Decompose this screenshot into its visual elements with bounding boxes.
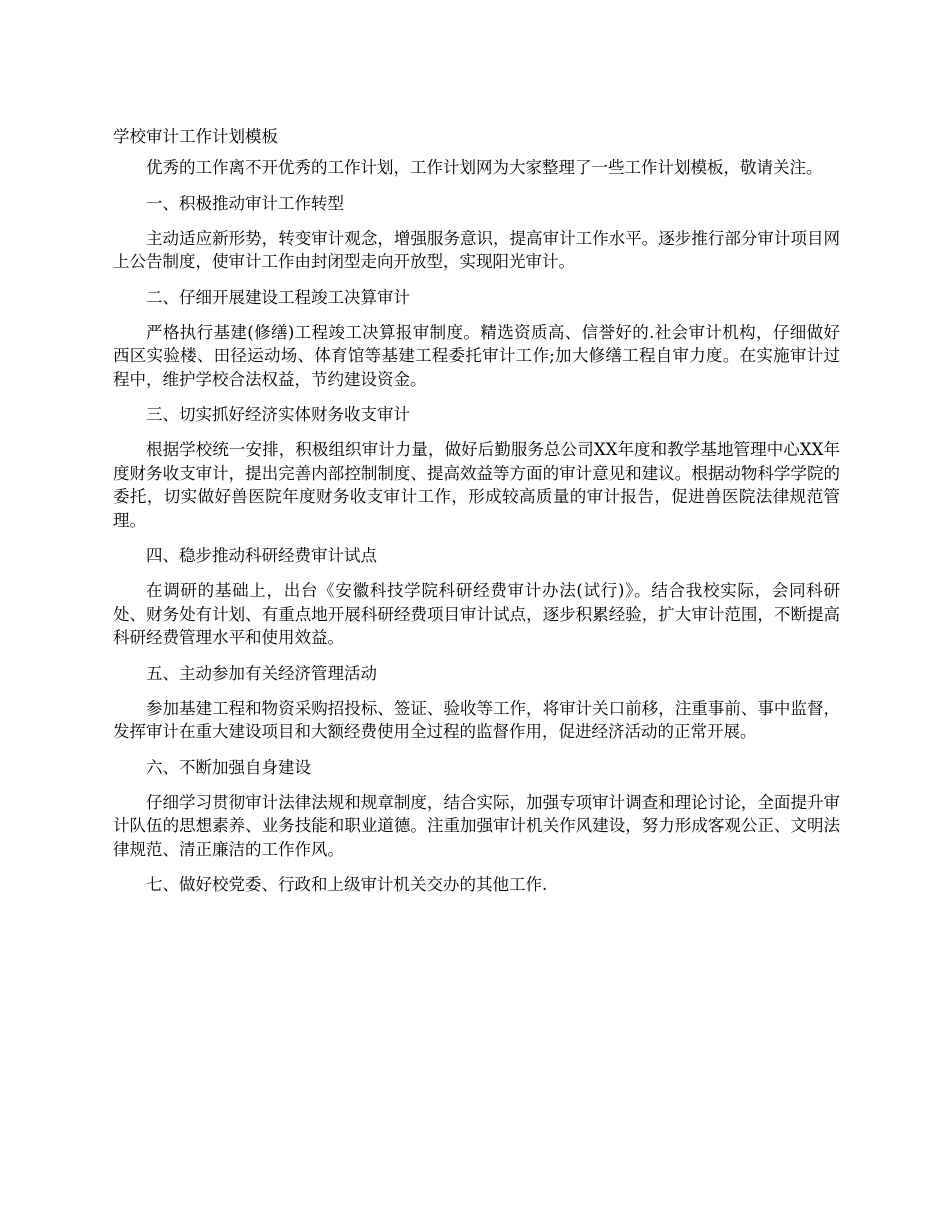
section-body-3: 根据学校统一安排，积极组织审计力量，做好后勤服务总公司XX年度和教学基地管理中心XX年度财务收支审计，提出完善内部控制制度、提高效益等方面的审计意见和建议。根据动物科学学院的委托，切实做好兽医院年度财务收支审计工作，形成较高质量的审计报告，促进兽医院法律规范管理。 bbox=[113, 440, 840, 530]
section-heading-6: 六、不断加强自身建设 bbox=[146, 757, 311, 777]
section-body-5: 参加基建工程和物资采购招投标、签证、验收等工作，将审计关口前移，注重事前、事中监督，发挥审计在重大建设项目和大额经费使用全过程的监督作用，促进经济活动的正常开展。 bbox=[113, 698, 840, 741]
section-heading-3: 三、切实抓好经济实体财务收支审计 bbox=[146, 405, 410, 424]
section-heading-1: 一、积极推动审计工作转型 bbox=[146, 193, 344, 213]
section-heading-5: 五、主动参加有关经济管理活动 bbox=[146, 663, 377, 683]
closing-item: 七、做好校党委、行政和上级审计机关交办的其他工作. bbox=[146, 875, 548, 894]
document-page bbox=[113, 125, 840, 908]
intro-paragraph: 优秀的工作离不开优秀的工作计划，工作计划网为大家整理了一些工作计划模板，敬请关注。 bbox=[146, 158, 823, 177]
section-body-4: 在调研的基础上，出台《安徽科技学院科研经费审计办法(试行)》。结合我校实际，会同科研处、财务处有计划、有重点地开展科研经费项目审计试点，逐步积累经验，扩大审计范围，不断提高科研经费管理水平和使用效益。 bbox=[113, 581, 840, 647]
document-title: 学校审计工作计划模板 bbox=[113, 127, 278, 146]
section-body-1: 主动适应新形势，转变审计观念，增强服务意识，提高审计工作水平。逐步推行部分审计项目网上公告制度，使审计工作由封闭型走向开放型，实现阳光审计。 bbox=[113, 228, 840, 271]
section-heading-4: 四、稳步推动科研经费审计试点 bbox=[146, 546, 377, 565]
section-body-6: 仔细学习贯彻审计法律法规和规章制度，结合实际，加强专项审计调查和理论讨论，全面提升审计队伍的思想素养、业务技能和职业道德。注重加强审计机关作风建设，努力形成客观公正、文明法律规范、清正廉洁的工作作风。 bbox=[113, 792, 840, 859]
section-heading-2: 二、仔细开展建设工程竣工决算审计 bbox=[146, 287, 410, 307]
section-body-2: 严格执行基建(修缮)工程竣工决算报审制度。精选资质高、信誉好的.社会审计机构，仔细做好西区实验楼、田径运动场、体育馆等基建工程委托审计工作;加大修缮工程自审力度。在实施审计过程中，维护学校合法权益，节约建设资金。 bbox=[113, 322, 840, 389]
